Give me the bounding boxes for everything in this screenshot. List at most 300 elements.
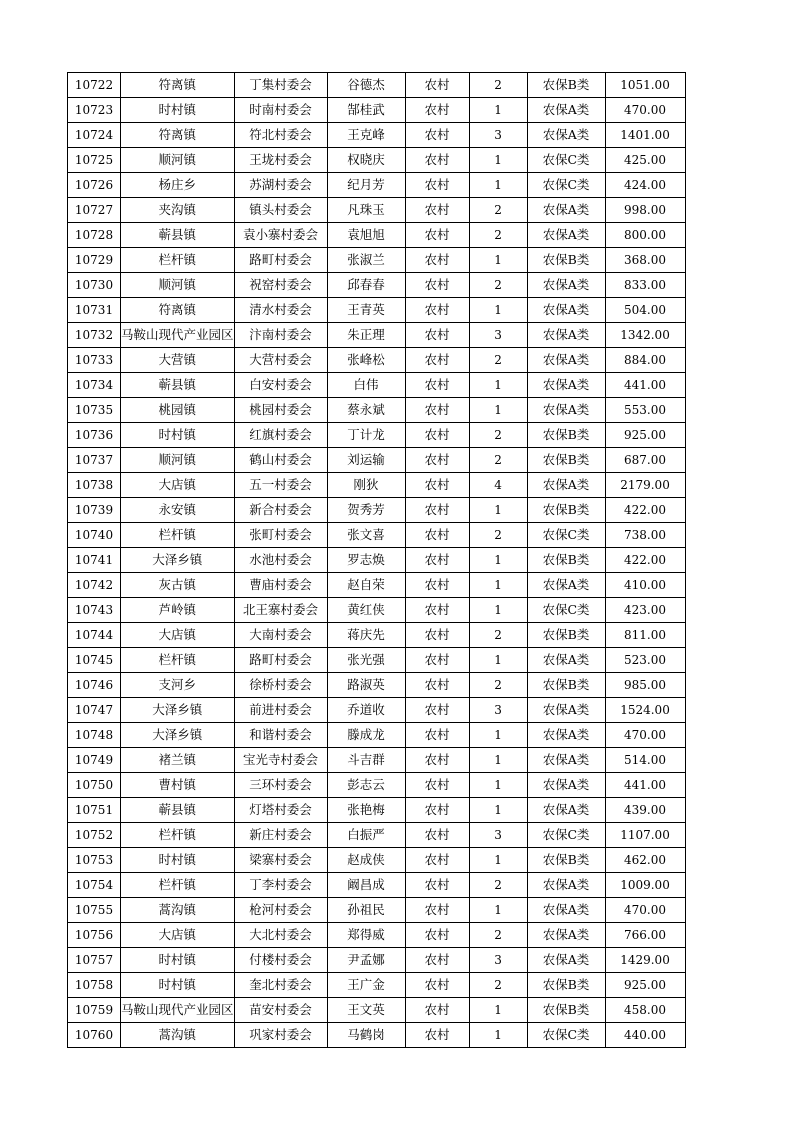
insurance-category-cell: 农保A类 [527,723,605,748]
person-name-cell: 张文喜 [327,523,405,548]
table-row [68,473,686,498]
record-id-cell: 10722 [68,73,121,98]
insurance-category-cell: 农保C类 [527,148,605,173]
amount-cell: 441.00 [605,773,685,798]
person-name-cell: 刘运输 [327,448,405,473]
village-committee-cell: 五一村委会 [234,473,327,498]
town-cell: 顺河镇 [121,448,235,473]
town-cell: 时村镇 [121,423,235,448]
village-committee-cell: 汴南村委会 [234,323,327,348]
amount-cell: 553.00 [605,398,685,423]
person-name-cell: 赵自荣 [327,573,405,598]
town-cell: 大店镇 [121,623,235,648]
area-type-cell: 农村 [405,348,469,373]
person-name-cell: 路淑英 [327,673,405,698]
person-name-cell: 纪月芳 [327,173,405,198]
amount-cell: 523.00 [605,648,685,673]
household-size-cell: 2 [469,873,527,898]
table-row [68,348,686,373]
village-committee-cell: 鹤山村委会 [234,448,327,473]
insurance-category-cell: 农保A类 [527,748,605,773]
household-size-cell: 1 [469,1023,527,1048]
village-committee-cell: 红旗村委会 [234,423,327,448]
village-committee-cell: 梁寨村委会 [234,848,327,873]
amount-cell: 439.00 [605,798,685,823]
amount-cell: 998.00 [605,198,685,223]
table-row [68,73,686,98]
person-name-cell: 乔道收 [327,698,405,723]
household-size-cell: 2 [469,73,527,98]
town-cell: 曹村镇 [121,773,235,798]
table-row [68,973,686,998]
person-name-cell: 谷德杰 [327,73,405,98]
area-type-cell: 农村 [405,298,469,323]
village-committee-cell: 徐桥村委会 [234,673,327,698]
town-cell: 马鞍山现代产业园区 [121,998,235,1023]
amount-cell: 462.00 [605,848,685,873]
insurance-category-cell: 农保A类 [527,98,605,123]
area-type-cell: 农村 [405,798,469,823]
amount-cell: 766.00 [605,923,685,948]
amount-cell: 1009.00 [605,873,685,898]
area-type-cell: 农村 [405,573,469,598]
area-type-cell: 农村 [405,998,469,1023]
town-cell: 符离镇 [121,123,235,148]
amount-cell: 470.00 [605,98,685,123]
record-id-cell: 10726 [68,173,121,198]
village-committee-cell: 苏湖村委会 [234,173,327,198]
person-name-cell: 邱春春 [327,273,405,298]
person-name-cell: 滕成龙 [327,723,405,748]
record-id-cell: 10727 [68,198,121,223]
record-id-cell: 10759 [68,998,121,1023]
town-cell: 大泽乡镇 [121,723,235,748]
amount-cell: 925.00 [605,973,685,998]
amount-cell: 1401.00 [605,123,685,148]
person-name-cell: 张淑兰 [327,248,405,273]
insurance-category-cell: 农保A类 [527,348,605,373]
town-cell: 大泽乡镇 [121,548,235,573]
amount-cell: 424.00 [605,173,685,198]
person-name-cell: 彭志云 [327,773,405,798]
amount-cell: 833.00 [605,273,685,298]
area-type-cell: 农村 [405,773,469,798]
table-row [68,498,686,523]
area-type-cell: 农村 [405,548,469,573]
village-committee-cell: 路町村委会 [234,248,327,273]
insurance-category-cell: 农保A类 [527,223,605,248]
person-name-cell: 张光强 [327,648,405,673]
household-size-cell: 1 [469,598,527,623]
household-size-cell: 1 [469,298,527,323]
person-name-cell: 王文英 [327,998,405,1023]
person-name-cell: 尹孟娜 [327,948,405,973]
area-type-cell: 农村 [405,248,469,273]
amount-cell: 1051.00 [605,73,685,98]
table-row [68,848,686,873]
village-committee-cell: 新庄村委会 [234,823,327,848]
table-row [68,723,686,748]
village-committee-cell: 路町村委会 [234,648,327,673]
table-row [68,373,686,398]
household-size-cell: 2 [469,348,527,373]
town-cell: 时村镇 [121,98,235,123]
town-cell: 大营镇 [121,348,235,373]
area-type-cell: 农村 [405,173,469,198]
record-id-cell: 10755 [68,898,121,923]
amount-cell: 470.00 [605,723,685,748]
person-name-cell: 蔡永斌 [327,398,405,423]
table-row [68,398,686,423]
record-id-cell: 10757 [68,948,121,973]
table-row [68,98,686,123]
table-row [68,423,686,448]
insurance-category-cell: 农保B类 [527,248,605,273]
insurance-category-cell: 农保B类 [527,673,605,698]
village-committee-cell: 灯塔村委会 [234,798,327,823]
insurance-category-cell: 农保B类 [527,423,605,448]
person-name-cell: 罗志焕 [327,548,405,573]
table-row [68,273,686,298]
town-cell: 顺河镇 [121,273,235,298]
area-type-cell: 农村 [405,323,469,348]
table-row [68,673,686,698]
village-committee-cell: 三环村委会 [234,773,327,798]
area-type-cell: 农村 [405,148,469,173]
household-size-cell: 1 [469,998,527,1023]
table-row [68,573,686,598]
amount-cell: 425.00 [605,148,685,173]
table-row [68,1023,686,1048]
record-id-cell: 10760 [68,1023,121,1048]
household-size-cell: 3 [469,323,527,348]
household-size-cell: 1 [469,173,527,198]
insurance-category-cell: 农保A类 [527,273,605,298]
household-size-cell: 1 [469,498,527,523]
household-size-cell: 2 [469,198,527,223]
household-size-cell: 2 [469,623,527,648]
village-committee-cell: 白安村委会 [234,373,327,398]
table-row [68,173,686,198]
amount-cell: 985.00 [605,673,685,698]
record-id-cell: 10749 [68,748,121,773]
town-cell: 蕲县镇 [121,798,235,823]
record-id-cell: 10746 [68,673,121,698]
person-name-cell: 斗吉群 [327,748,405,773]
record-id-cell: 10740 [68,523,121,548]
person-name-cell: 白伟 [327,373,405,398]
household-size-cell: 2 [469,273,527,298]
household-size-cell: 2 [469,973,527,998]
village-committee-cell: 时南村委会 [234,98,327,123]
village-committee-cell: 大北村委会 [234,923,327,948]
area-type-cell: 农村 [405,473,469,498]
area-type-cell: 农村 [405,898,469,923]
person-name-cell: 蒋庆先 [327,623,405,648]
record-id-cell: 10734 [68,373,121,398]
person-name-cell: 郑得威 [327,923,405,948]
table-row [68,698,686,723]
record-id-cell: 10732 [68,323,121,348]
table-row [68,248,686,273]
household-size-cell: 3 [469,823,527,848]
amount-cell: 423.00 [605,598,685,623]
amount-cell: 458.00 [605,998,685,1023]
amount-cell: 925.00 [605,423,685,448]
insurance-category-cell: 农保C类 [527,523,605,548]
household-size-cell: 2 [469,448,527,473]
amount-cell: 441.00 [605,373,685,398]
person-name-cell: 朱正理 [327,323,405,348]
record-id-cell: 10741 [68,548,121,573]
village-committee-cell: 丁集村委会 [234,73,327,98]
village-committee-cell: 镇头村委会 [234,198,327,223]
area-type-cell: 农村 [405,98,469,123]
area-type-cell: 农村 [405,223,469,248]
record-id-cell: 10725 [68,148,121,173]
table-row [68,998,686,1023]
household-size-cell: 1 [469,898,527,923]
amount-cell: 1342.00 [605,323,685,348]
person-name-cell: 贺秀芳 [327,498,405,523]
insurance-category-cell: 农保C类 [527,823,605,848]
town-cell: 栏杆镇 [121,823,235,848]
record-id-cell: 10733 [68,348,121,373]
insurance-category-cell: 农保A类 [527,773,605,798]
amount-cell: 440.00 [605,1023,685,1048]
person-name-cell: 权晓庆 [327,148,405,173]
household-size-cell: 1 [469,398,527,423]
area-type-cell: 农村 [405,948,469,973]
table-row [68,748,686,773]
household-size-cell: 1 [469,98,527,123]
amount-cell: 811.00 [605,623,685,648]
record-id-cell: 10753 [68,848,121,873]
table-row [68,523,686,548]
amount-cell: 884.00 [605,348,685,373]
town-cell: 支河乡 [121,673,235,698]
table-row [68,598,686,623]
area-type-cell: 农村 [405,598,469,623]
person-name-cell: 王克峰 [327,123,405,148]
household-size-cell: 1 [469,798,527,823]
insurance-category-cell: 农保C类 [527,173,605,198]
area-type-cell: 农村 [405,398,469,423]
record-id-cell: 10745 [68,648,121,673]
amount-cell: 504.00 [605,298,685,323]
town-cell: 杨庄乡 [121,173,235,198]
record-id-cell: 10736 [68,423,121,448]
insurance-category-cell: 农保C类 [527,1023,605,1048]
record-id-cell: 10735 [68,398,121,423]
insurance-category-cell: 农保B类 [527,73,605,98]
person-name-cell: 凡珠玉 [327,198,405,223]
household-size-cell: 3 [469,698,527,723]
household-size-cell: 2 [469,923,527,948]
town-cell: 蕲县镇 [121,223,235,248]
record-id-cell: 10729 [68,248,121,273]
village-committee-cell: 大营村委会 [234,348,327,373]
household-size-cell: 1 [469,148,527,173]
table-row [68,448,686,473]
person-name-cell: 阚昌成 [327,873,405,898]
record-id-cell: 10730 [68,273,121,298]
amount-cell: 422.00 [605,498,685,523]
person-name-cell: 丁计龙 [327,423,405,448]
table-row [68,948,686,973]
table-row [68,123,686,148]
town-cell: 褚兰镇 [121,748,235,773]
person-name-cell: 张峰松 [327,348,405,373]
record-id-cell: 10728 [68,223,121,248]
amount-cell: 1524.00 [605,698,685,723]
insurance-category-cell: 农保A类 [527,948,605,973]
table-row [68,898,686,923]
record-id-cell: 10738 [68,473,121,498]
household-size-cell: 1 [469,548,527,573]
record-id-cell: 10752 [68,823,121,848]
household-size-cell: 2 [469,673,527,698]
insurance-category-cell: 农保B类 [527,498,605,523]
household-size-cell: 4 [469,473,527,498]
insurance-category-cell: 农保A类 [527,798,605,823]
table-row [68,548,686,573]
town-cell: 永安镇 [121,498,235,523]
amount-cell: 410.00 [605,573,685,598]
village-committee-cell: 王垅村委会 [234,148,327,173]
area-type-cell: 农村 [405,623,469,648]
area-type-cell: 农村 [405,873,469,898]
table-row [68,148,686,173]
person-name-cell: 郜桂武 [327,98,405,123]
village-committee-cell: 大南村委会 [234,623,327,648]
household-size-cell: 1 [469,648,527,673]
record-id-cell: 10748 [68,723,121,748]
area-type-cell: 农村 [405,823,469,848]
table-body [68,73,686,1048]
table-row [68,823,686,848]
insurance-category-cell: 农保B类 [527,998,605,1023]
town-cell: 时村镇 [121,848,235,873]
insurance-category-cell: 农保A类 [527,473,605,498]
area-type-cell: 农村 [405,848,469,873]
insurance-category-cell: 农保A类 [527,873,605,898]
area-type-cell: 农村 [405,423,469,448]
record-id-cell: 10750 [68,773,121,798]
household-size-cell: 1 [469,723,527,748]
insurance-category-cell: 农保B类 [527,973,605,998]
household-size-cell: 1 [469,748,527,773]
village-committee-cell: 奎北村委会 [234,973,327,998]
town-cell: 蒿沟镇 [121,898,235,923]
insurance-category-cell: 农保A类 [527,398,605,423]
person-name-cell: 张艳梅 [327,798,405,823]
table-row [68,223,686,248]
insurance-category-cell: 农保C类 [527,598,605,623]
person-name-cell: 赵成侠 [327,848,405,873]
village-committee-cell: 北王寨村委会 [234,598,327,623]
area-type-cell: 农村 [405,648,469,673]
person-name-cell: 王广金 [327,973,405,998]
household-size-cell: 1 [469,248,527,273]
record-id-cell: 10724 [68,123,121,148]
household-size-cell: 1 [469,773,527,798]
village-committee-cell: 宝光寺村委会 [234,748,327,773]
record-id-cell: 10756 [68,923,121,948]
table-row [68,623,686,648]
town-cell: 顺河镇 [121,148,235,173]
table-row [68,798,686,823]
town-cell: 灰古镇 [121,573,235,598]
area-type-cell: 农村 [405,698,469,723]
village-committee-cell: 丁李村委会 [234,873,327,898]
village-committee-cell: 苗安村委会 [234,998,327,1023]
table-row [68,773,686,798]
town-cell: 蒿沟镇 [121,1023,235,1048]
insurance-category-cell: 农保B类 [527,848,605,873]
village-committee-cell: 新合村委会 [234,498,327,523]
area-type-cell: 农村 [405,273,469,298]
insurance-category-cell: 农保A类 [527,923,605,948]
village-committee-cell: 张町村委会 [234,523,327,548]
household-size-cell: 1 [469,848,527,873]
table-row [68,198,686,223]
area-type-cell: 农村 [405,973,469,998]
area-type-cell: 农村 [405,748,469,773]
relief-roster-table [67,72,686,1048]
record-id-cell: 10743 [68,598,121,623]
amount-cell: 738.00 [605,523,685,548]
record-id-cell: 10742 [68,573,121,598]
insurance-category-cell: 农保A类 [527,373,605,398]
village-committee-cell: 袁小寨村委会 [234,223,327,248]
table-row [68,873,686,898]
area-type-cell: 农村 [405,723,469,748]
household-size-cell: 2 [469,223,527,248]
amount-cell: 470.00 [605,898,685,923]
household-size-cell: 2 [469,523,527,548]
village-committee-cell: 和谐村委会 [234,723,327,748]
table-row [68,923,686,948]
record-id-cell: 10739 [68,498,121,523]
town-cell: 符离镇 [121,298,235,323]
person-name-cell: 袁旭旭 [327,223,405,248]
household-size-cell: 1 [469,573,527,598]
household-size-cell: 3 [469,123,527,148]
town-cell: 栏杆镇 [121,523,235,548]
record-id-cell: 10731 [68,298,121,323]
town-cell: 马鞍山现代产业园区 [121,323,235,348]
area-type-cell: 农村 [405,923,469,948]
area-type-cell: 农村 [405,198,469,223]
town-cell: 时村镇 [121,973,235,998]
town-cell: 时村镇 [121,948,235,973]
town-cell: 芦岭镇 [121,598,235,623]
town-cell: 桃园镇 [121,398,235,423]
village-committee-cell: 巩家村委会 [234,1023,327,1048]
insurance-category-cell: 农保A类 [527,573,605,598]
area-type-cell: 农村 [405,523,469,548]
person-name-cell: 孙祖民 [327,898,405,923]
person-name-cell: 黄红侠 [327,598,405,623]
area-type-cell: 农村 [405,673,469,698]
table-row [68,323,686,348]
insurance-category-cell: 农保A类 [527,898,605,923]
insurance-category-cell: 农保A类 [527,323,605,348]
area-type-cell: 农村 [405,498,469,523]
insurance-category-cell: 农保A类 [527,123,605,148]
amount-cell: 368.00 [605,248,685,273]
